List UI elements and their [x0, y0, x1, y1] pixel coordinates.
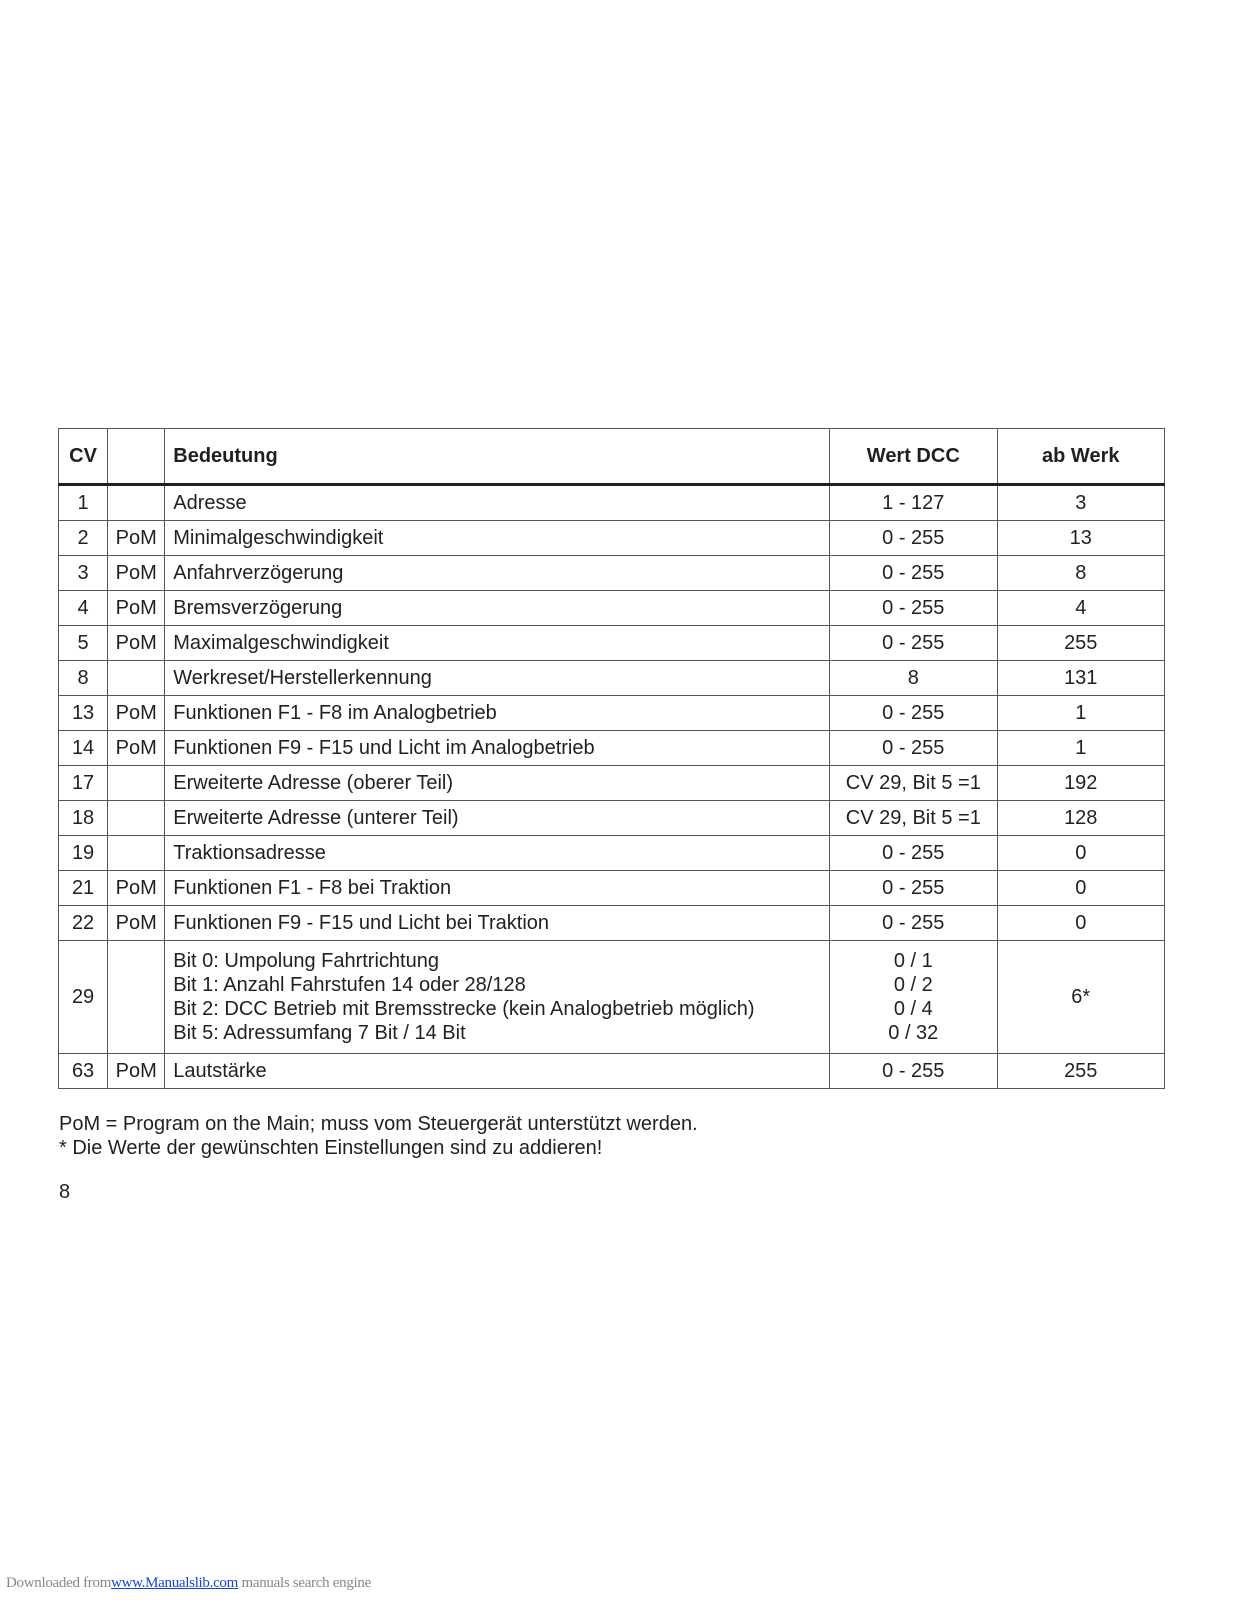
cell-wert: 0 - 255 — [830, 591, 997, 626]
cell-werk: 128 — [997, 801, 1164, 836]
cell-cv: 8 — [59, 661, 108, 696]
table-header-row — [59, 429, 1165, 485]
cell-bedeutung: Traktionsadresse — [165, 836, 830, 871]
cell-wert: 0 - 255 — [830, 556, 997, 591]
cell-werk: 0 — [997, 871, 1164, 906]
table-row — [59, 485, 1165, 521]
cell-werk: 3 — [997, 485, 1164, 521]
cell-bedeutung: Funktionen F9 - F15 und Licht im Analogbetrieb — [165, 731, 830, 766]
header-ab-werk: ab Werk — [997, 429, 1164, 485]
cell-bedeutung: Adresse — [165, 485, 830, 521]
table-row — [59, 591, 1165, 626]
cell-werk: 6* — [997, 941, 1164, 1054]
cell-pom — [108, 941, 165, 1054]
cell-pom: PoM — [108, 906, 165, 941]
cell-pom — [108, 766, 165, 801]
cell-bedeutung: Erweiterte Adresse (oberer Teil) — [165, 766, 830, 801]
cell-pom: PoM — [108, 521, 165, 556]
cell-cv: 13 — [59, 696, 108, 731]
cell-werk: 8 — [997, 556, 1164, 591]
cell-wert: 1 - 127 — [830, 485, 997, 521]
cell-pom — [108, 485, 165, 521]
cell-werk: 0 — [997, 906, 1164, 941]
cell-pom: PoM — [108, 696, 165, 731]
table-row — [59, 556, 1165, 591]
cell-wert: CV 29, Bit 5 =1 — [830, 801, 997, 836]
table-row — [59, 521, 1165, 556]
table-row — [59, 836, 1165, 871]
cell-bedeutung: Werkreset/Herstellerkennung — [165, 661, 830, 696]
cell-bedeutung: Minimalgeschwindigkeit — [165, 521, 830, 556]
bit-5-description: Bit 5: Adressumfang 7 Bit / 14 Bit — [173, 1022, 466, 1044]
cell-werk: 13 — [997, 521, 1164, 556]
header-pom — [108, 429, 165, 485]
cell-bedeutung: Bremsverzögerung — [165, 591, 830, 626]
cell-werk: 4 — [997, 591, 1164, 626]
bit-2-description: Bit 2: DCC Betrieb mit Bremsstrecke (kein Analogbetrieb möglich) — [173, 998, 755, 1020]
table-body — [59, 485, 1165, 1089]
cell-werk: 1 — [997, 696, 1164, 731]
bit-2-value: 0 / 4 — [893, 998, 933, 1020]
download-footer — [6, 1575, 371, 1592]
cell-wert-bits — [830, 941, 997, 1054]
table-row — [59, 626, 1165, 661]
cell-werk: 192 — [997, 766, 1164, 801]
bit-1-value: 0 / 2 — [893, 974, 933, 996]
cell-wert: 0 - 255 — [830, 836, 997, 871]
manualslib-link[interactable]: www.Manualslib.com — [111, 1575, 239, 1591]
cell-pom: PoM — [108, 1054, 165, 1089]
cell-wert: 0 - 255 — [830, 521, 997, 556]
cell-cv: 14 — [59, 731, 108, 766]
cell-bedeutung: Anfahrverzögerung — [165, 556, 830, 591]
table-row — [59, 801, 1165, 836]
cell-wert: 8 — [830, 661, 997, 696]
cell-pom: PoM — [108, 626, 165, 661]
table-row — [59, 906, 1165, 941]
cell-bedeutung: Funktionen F1 - F8 bei Traktion — [165, 871, 830, 906]
cell-cv: 2 — [59, 521, 108, 556]
cell-bedeutung: Maximalgeschwindigkeit — [165, 626, 830, 661]
header-wert-dcc: Wert DCC — [830, 429, 997, 485]
cell-werk: 0 — [997, 836, 1164, 871]
cell-wert: 0 - 255 — [830, 1054, 997, 1089]
cv-table — [58, 428, 1165, 1089]
download-prefix: Downloaded from — [6, 1575, 112, 1591]
cell-cv: 5 — [59, 626, 108, 661]
asterisk-footnote: * Die Werte der gewünschten Einstellungen sind zu addieren! — [59, 1137, 603, 1159]
cell-cv: 4 — [59, 591, 108, 626]
cell-cv: 1 — [59, 485, 108, 521]
cell-werk: 255 — [997, 626, 1164, 661]
table-row — [59, 766, 1165, 801]
table-row — [59, 731, 1165, 766]
cell-cv: 29 — [59, 941, 108, 1054]
cell-wert: 0 - 255 — [830, 871, 997, 906]
cell-cv: 3 — [59, 556, 108, 591]
cell-cv: 63 — [59, 1054, 108, 1089]
cell-wert: 0 - 255 — [830, 906, 997, 941]
cell-bedeutung: Funktionen F9 - F15 und Licht bei Traktion — [165, 906, 830, 941]
cell-bedeutung: Erweiterte Adresse (unterer Teil) — [165, 801, 830, 836]
cell-bedeutung-bits — [165, 941, 830, 1054]
cell-wert: 0 - 255 — [830, 731, 997, 766]
bit-1-description: Bit 1: Anzahl Fahrstufen 14 oder 28/128 — [173, 974, 526, 996]
cell-cv: 18 — [59, 801, 108, 836]
table-row — [59, 696, 1165, 731]
table-row — [59, 1054, 1165, 1089]
bit-5-value: 0 / 32 — [888, 1022, 939, 1044]
table-row — [59, 871, 1165, 906]
cell-cv: 17 — [59, 766, 108, 801]
table-row — [59, 661, 1165, 696]
cell-cv: 19 — [59, 836, 108, 871]
cell-pom — [108, 836, 165, 871]
header-cv: CV — [59, 429, 108, 485]
header-bedeutung: Bedeutung — [165, 429, 830, 485]
page-number: 8 — [59, 1181, 71, 1203]
cell-werk: 131 — [997, 661, 1164, 696]
cell-bedeutung: Lautstärke — [165, 1054, 830, 1089]
table-row-cv29 — [59, 941, 1165, 1054]
cell-wert: 0 - 255 — [830, 626, 997, 661]
bit-0-value: 0 / 1 — [893, 950, 933, 972]
cell-pom — [108, 661, 165, 696]
download-suffix: manuals search engine — [238, 1575, 371, 1591]
cell-wert: CV 29, Bit 5 =1 — [830, 766, 997, 801]
cell-pom: PoM — [108, 556, 165, 591]
cell-cv: 21 — [59, 871, 108, 906]
pom-footnote: PoM = Program on the Main; muss vom Steuergerät unterstützt werden. — [59, 1113, 698, 1135]
cell-werk: 255 — [997, 1054, 1164, 1089]
cell-cv: 22 — [59, 906, 108, 941]
cell-pom: PoM — [108, 591, 165, 626]
cell-wert: 0 - 255 — [830, 696, 997, 731]
cell-pom — [108, 801, 165, 836]
bit-0-description: Bit 0: Umpolung Fahrtrichtung — [173, 950, 439, 972]
cell-werk: 1 — [997, 731, 1164, 766]
footnotes — [59, 1112, 698, 1160]
cell-bedeutung: Funktionen F1 - F8 im Analogbetrieb — [165, 696, 830, 731]
cell-pom: PoM — [108, 871, 165, 906]
cell-pom: PoM — [108, 731, 165, 766]
